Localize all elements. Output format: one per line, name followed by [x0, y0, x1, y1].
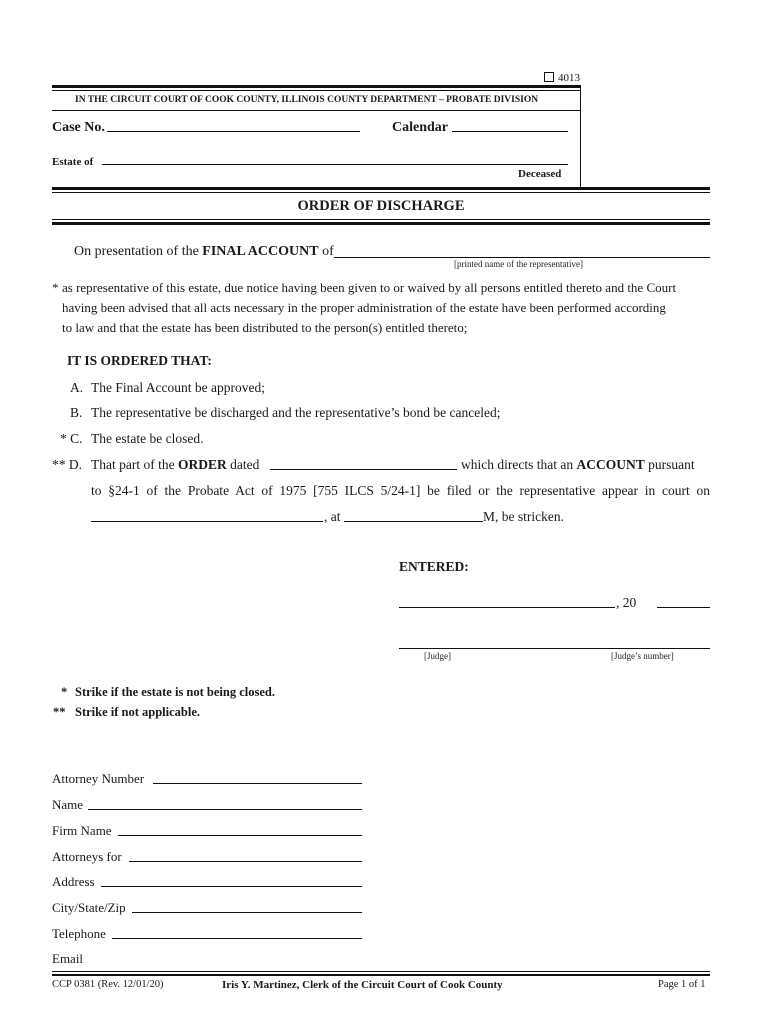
address-label: Address: [52, 874, 95, 889]
representative-caption: [printed name of the representative]: [454, 259, 583, 269]
item-d-part1-text: That part of the: [91, 457, 178, 472]
ordered-heading: IT IS ORDERED THAT:: [67, 353, 212, 368]
year-field[interactable]: [657, 607, 710, 608]
telephone-label: Telephone: [52, 926, 106, 941]
entered-date-field[interactable]: [399, 607, 615, 608]
form-code: CCP 0381 (Rev. 12/01/20): [52, 979, 164, 990]
order-date-field[interactable]: [270, 469, 457, 470]
note1-marker: *: [61, 685, 68, 699]
city-state-zip-label: City/State/Zip: [52, 900, 126, 915]
calendar-field[interactable]: [452, 131, 568, 132]
item-d-marker: ** D.: [52, 457, 82, 472]
note1-text: Strike if the estate is not being closed.: [75, 685, 275, 699]
judge-signature-field[interactable]: [399, 648, 710, 649]
header-top-rule: [52, 85, 581, 88]
presentation-suffix: of: [318, 244, 334, 259]
item-d-part1: [91, 457, 259, 473]
item-a-text: The Final Account be approved;: [91, 380, 265, 395]
case-no-label: Case No.: [52, 120, 105, 135]
email-label: Email: [52, 951, 84, 966]
name-label: Name: [52, 797, 84, 812]
calendar-label: Calendar: [392, 120, 448, 135]
note2-text: Strike if not applicable.: [75, 705, 201, 719]
item-c-text: The estate be closed.: [91, 431, 204, 446]
telephone-field[interactable]: [112, 938, 362, 939]
estate-of-field[interactable]: [102, 164, 568, 165]
court-date-field[interactable]: [91, 521, 323, 522]
court-time-field[interactable]: [344, 521, 483, 522]
year-prefix: , 20: [616, 595, 637, 610]
clerk-name: Iris Y. Martinez, Clerk of the Circuit Court of Cook County: [222, 979, 503, 991]
page-number: Page 1 of 1: [658, 979, 706, 990]
footer-rule-thin: [52, 971, 710, 972]
account-bold: ACCOUNT: [576, 457, 645, 472]
paragraph-line-2: having been advised that all acts necessary in the proper administration of the estate have been performed according: [62, 300, 666, 315]
estate-of-label: Estate of: [52, 156, 94, 168]
item-b-text: The representative be discharged and the representative’s bond be canceled;: [91, 405, 501, 420]
title-top-rule: [52, 187, 710, 190]
attorneys-for-label: Attorneys for: [52, 849, 122, 864]
paragraph-line-3: to law and that the estate has been distributed to the person(s) entitled thereto;: [62, 320, 468, 335]
footer-rule: [52, 974, 710, 976]
star-marker: *: [52, 280, 59, 295]
judge-caption: [Judge]: [424, 651, 451, 661]
header-box-right-border: [580, 85, 581, 189]
header-divider: [52, 110, 581, 111]
presentation-line: [74, 244, 334, 260]
item-d-pursuant: pursuant: [644, 457, 695, 472]
entered-label: ENTERED:: [399, 559, 469, 574]
title-bottom-rule: [52, 222, 710, 225]
title-top-rule-thin: [52, 192, 710, 193]
item-d-stricken: M, be stricken.: [483, 509, 564, 524]
attorneys-for-field[interactable]: [129, 861, 362, 862]
item-d-line2: to §24-1 of the Probate Act of 1975 [755 ILCS 5/24-1] be filed or the representative appear in court on: [91, 483, 710, 498]
presentation-prefix: On presentation of the: [74, 244, 203, 259]
firm-name-label: Firm Name: [52, 823, 112, 838]
attorney-number-label: Attorney Number: [52, 771, 145, 786]
item-a-marker: A.: [70, 380, 84, 395]
firm-name-field[interactable]: [118, 835, 362, 836]
page-title: ORDER OF DISCHARGE: [297, 198, 465, 214]
item-d-dated: dated: [226, 457, 260, 472]
item-b-marker: B.: [70, 405, 83, 420]
paragraph-line-1: as representative of this estate, due notice having been given to or waived by all persons entitled thereto and the Court: [62, 280, 677, 295]
item-d-part2: [461, 457, 695, 473]
checkbox-icon[interactable]: [544, 72, 554, 82]
form-number: [544, 72, 580, 84]
order-bold: ORDER: [177, 457, 227, 472]
address-field[interactable]: [101, 886, 362, 887]
court-header: IN THE CIRCUIT COURT OF COOK COUNTY, ILLINOIS COUNTY DEPARTMENT – PROBATE DIVISION: [75, 95, 539, 105]
final-account-bold: FINAL ACCOUNT: [202, 244, 319, 259]
note2-marker: **: [53, 705, 66, 719]
deceased-label: Deceased: [518, 168, 562, 180]
case-no-field[interactable]: [107, 131, 360, 132]
header-top-rule-thin: [52, 90, 581, 91]
representative-name-field[interactable]: [334, 257, 710, 258]
item-c-marker: * C.: [60, 431, 83, 446]
name-field[interactable]: [88, 809, 362, 810]
attorney-number-field[interactable]: [153, 783, 362, 784]
city-state-zip-field[interactable]: [132, 912, 362, 913]
judge-number-caption: [Judge’s number]: [611, 651, 674, 661]
title-bottom-rule-thin: [52, 219, 710, 220]
item-d-part2-text: which directs that an: [461, 457, 577, 472]
form-number-text: 4013: [558, 72, 580, 84]
item-d-at: , at: [324, 509, 341, 524]
